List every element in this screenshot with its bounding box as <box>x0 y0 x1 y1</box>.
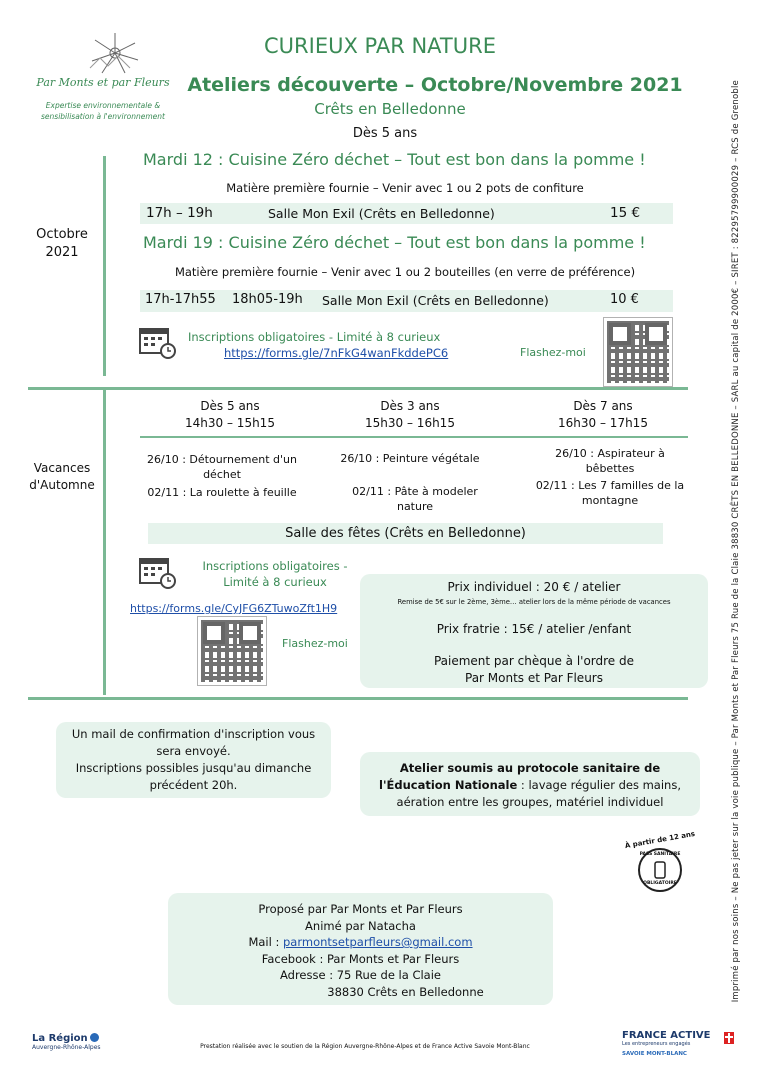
holidays-flash-label: Flashez-moi <box>282 637 348 650</box>
sanitary-bold-2: l'Éducation Nationale <box>379 778 518 792</box>
confirmation-line-2: sera envoyé. <box>156 744 231 758</box>
group-3-age: Dès 7 ans <box>573 399 633 413</box>
logo <box>28 28 178 128</box>
october-form-link[interactable]: https://forms.gle/7nFkG4wanFkddePC6 <box>224 346 449 360</box>
holidays-form-link[interactable]: https://forms.gle/CyJFG6ZTuwoZft1H9 <box>130 602 338 615</box>
group-2-activity-2: 02/11 : Pâte à modeler nature <box>352 485 478 513</box>
october-label <box>22 226 102 262</box>
october-qr-code[interactable] <box>604 318 672 386</box>
confirmation-line-3: Inscriptions possibles jusqu'au dimanche <box>75 761 312 775</box>
group-1-header <box>170 398 290 432</box>
page-subtitle: Ateliers découverte – Octobre/Novembre 2021 <box>187 74 683 96</box>
october-flash-label: Flashez-moi <box>520 346 586 359</box>
legal-side-text: Imprimé par nos soins – Ne pas jeter sur la voie publique – Par Monts et Par Fleurs 75 Rue de la Claie 38830 CRÊTS EN BELLEDONNE – SARL au capital de 2000€ – SIRET : 82295799900029 – RCS de Grenoble <box>731 80 741 1003</box>
proposed-by: Proposé par Par Monts et Par Fleurs <box>258 902 463 916</box>
workshop1-time: 17h – 19h <box>146 205 213 221</box>
group-3-activity-2: 02/11 : Les 7 familles de la montagne <box>535 479 685 507</box>
age-note: Dès 5 ans <box>352 126 418 141</box>
holidays-label-2: d'Automne <box>29 478 95 492</box>
holidays-inscription-2: Limité à 8 curieux <box>223 575 327 589</box>
contact-box <box>168 893 553 1005</box>
confirmation-line-4: précédent 20h. <box>149 778 238 792</box>
support-note: Prestation réalisée avec le soutien de la Région Auvergne-Rhône-Alpes et de France Active Savoie Mont-Blanc <box>200 1043 530 1050</box>
workshop1-price: 15 € <box>610 205 641 221</box>
holidays-label <box>22 460 102 494</box>
animated-by: Animé par Natacha <box>305 918 416 933</box>
mail-label: Mail : <box>248 935 283 949</box>
page-title: CURIEUX PAR NATURE <box>264 34 496 58</box>
october-inscription: Inscriptions obligatoires - Limité à 8 curieux <box>188 330 441 344</box>
edelweiss-icon <box>80 28 150 78</box>
price-discount: Remise de 5€ sur le 2ème, 3ème… atelier lors de la même période de vacances <box>397 598 671 606</box>
prices-box <box>360 574 708 688</box>
facebook: Facebook : Par Monts et Par Fleurs <box>261 951 460 966</box>
group-2-age: Dès 3 ans <box>380 399 440 413</box>
group-3-activity-1: 26/10 : Aspirateur à bêbettes <box>555 447 665 475</box>
october-divider <box>103 156 106 376</box>
october-month: Octobre <box>36 227 88 242</box>
group-1-activity-2: 02/11 : La roulette à feuille <box>147 486 297 499</box>
group-1-time: 14h30 – 15h15 <box>185 416 275 430</box>
page-location: Crêts en Belledonne <box>314 100 466 118</box>
france-active-logo <box>622 1030 732 1057</box>
payment-1: Paiement par chèque à l'ordre de <box>433 654 635 668</box>
workshop2-time-2: 18h05-19h <box>232 292 303 307</box>
group-3-time: 16h30 – 17h15 <box>558 416 648 430</box>
holidays-divider <box>103 390 106 695</box>
price-individual: Prix individuel : 20 € / atelier <box>447 580 621 594</box>
october-year: 2021 <box>45 245 79 260</box>
group-1-activity-1: 26/10 : Détournement d'un déchet <box>147 453 297 481</box>
pass-label: PASS SANITAIRE <box>639 852 681 857</box>
logo-tagline-1: Expertise environnementale & <box>45 101 161 110</box>
confirmation-line-1: Un mail de confirmation d'inscription vous <box>71 727 316 741</box>
logo-tagline-2: sensibilisation à l'environnement <box>41 112 165 121</box>
group-2-time: 15h30 – 16h15 <box>365 416 455 430</box>
pass-obligatoire: OBLIGATOIRE <box>643 881 677 886</box>
fa-sub: Les entrepreneurs engagés <box>622 1041 691 1047</box>
savoie-flag-icon <box>724 1032 734 1044</box>
section-divider-2 <box>28 697 688 700</box>
holidays-inscription <box>180 558 370 590</box>
workshop1-info-bar <box>140 203 673 224</box>
calendar-clock-icon <box>138 325 178 359</box>
logo-brand: Par Monts et par Fleurs <box>36 76 170 89</box>
holidays-label-1: Vacances <box>33 461 91 475</box>
workshop2-place: Salle Mon Exil (Crêts en Belledonne) <box>322 293 549 308</box>
sanitary-rest-1: : lavage régulier des mains, <box>517 778 681 792</box>
workshop2-time-1: 17h-17h55 <box>145 292 216 307</box>
sanitary-rest-2: aération entre les groupes, matériel individuel <box>396 795 664 809</box>
address-2: 38830 Crêts en Belledonne <box>327 984 484 999</box>
sanitary-box <box>360 752 700 816</box>
holidays-place: Salle des fêtes (Crêts en Belledonne) <box>148 523 663 544</box>
mail-link[interactable]: parmontsetparfleurs@gmail.com <box>283 935 473 949</box>
sanitary-bold-1: Atelier soumis au protocole sanitaire de <box>399 761 661 775</box>
calendar-clock-icon <box>138 555 178 589</box>
workshop2-note: Matière première fournie – Venir avec 1 ou 2 bouteilles (en verre de préférence) <box>174 265 636 279</box>
address-1: Adresse : 75 Rue de la Claie <box>279 968 441 982</box>
region-badge-icon <box>90 1033 99 1042</box>
section-divider-1 <box>28 387 688 390</box>
group-2-header <box>350 398 470 432</box>
pass-age: À partir de 12 ans <box>624 829 696 851</box>
workshop1-title: Mardi 12 : Cuisine Zéro déchet – Tout est bon dans la pomme ! <box>143 150 646 169</box>
groups-header-rule <box>140 436 688 438</box>
group-3-header <box>543 398 663 432</box>
workshop2-title: Mardi 19 : Cuisine Zéro déchet – Tout est bon dans la pomme ! <box>143 233 646 252</box>
fa-title: FRANCE ACTIVE <box>622 1030 711 1041</box>
fa-region: SAVOIE MONT-BLANC <box>622 1051 687 1057</box>
group-2-activity-1: 26/10 : Peinture végétale <box>340 452 480 465</box>
holidays-qr-code[interactable] <box>198 617 266 685</box>
group-1-age: Dès 5 ans <box>200 399 260 413</box>
region-title: La Région <box>32 1033 88 1044</box>
price-siblings: Prix fratrie : 15€ / atelier /enfant <box>436 622 632 636</box>
workshop1-note: Matière première fournie – Venir avec 1 ou 2 pots de confiture <box>226 181 584 195</box>
region-logo <box>32 1033 122 1051</box>
pass-sanitaire-badge <box>622 829 698 896</box>
phone-icon <box>654 861 666 879</box>
workshop2-price: 10 € <box>610 292 639 307</box>
holidays-inscription-1: Inscriptions obligatoires - <box>202 559 348 573</box>
payment-2: Par Monts et Par Fleurs <box>465 671 603 685</box>
confirmation-box <box>56 722 331 798</box>
region-sub: Auvergne-Rhône-Alpes <box>32 1044 101 1051</box>
workshop2-info-bar <box>140 290 673 312</box>
workshop1-place: Salle Mon Exil (Crêts en Belledonne) <box>268 206 495 221</box>
